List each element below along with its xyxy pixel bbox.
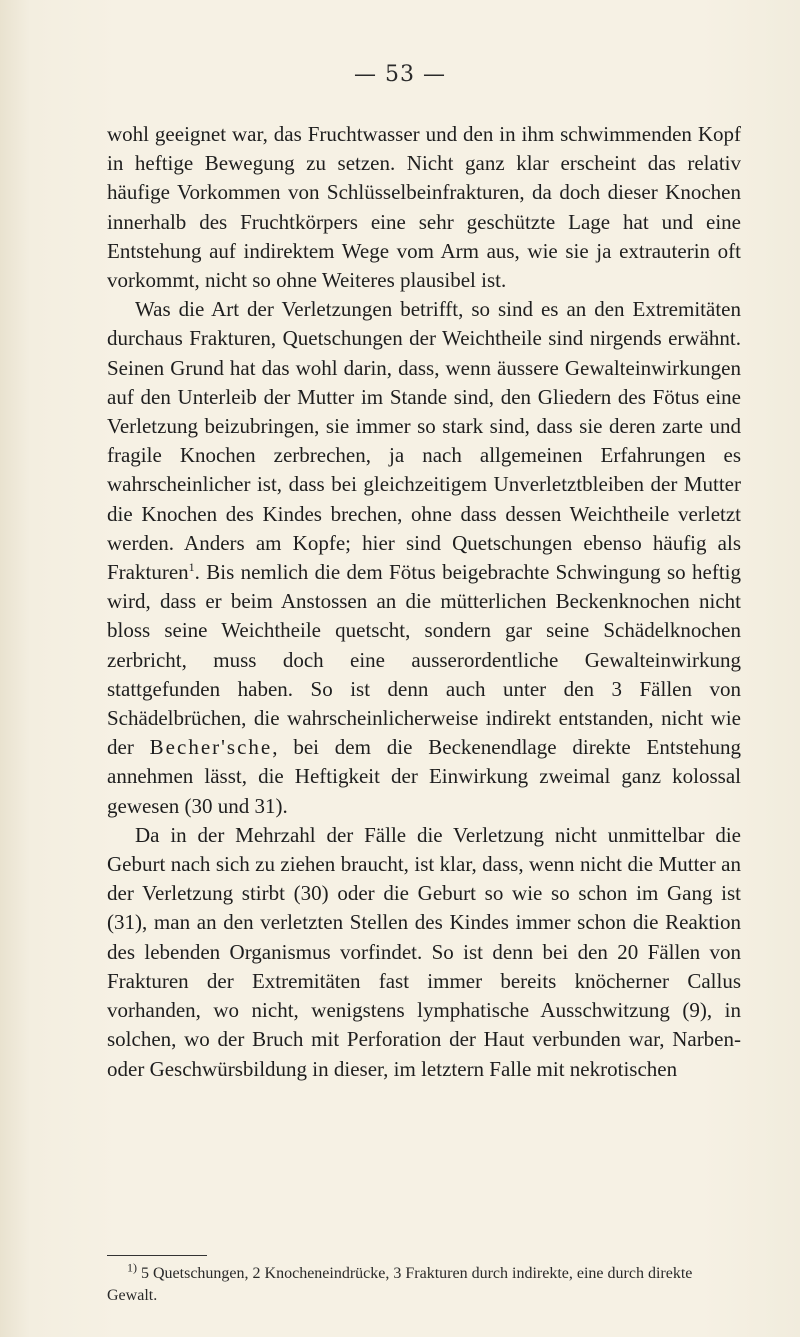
footnote-reference: 1 xyxy=(188,560,195,575)
footnote-text: 5 Quetschungen, 2 Knocheneindrücke, 3 Frakturen durch indirekte, eine durch direkte Gewalt. xyxy=(107,1265,693,1304)
footnote xyxy=(107,1260,741,1307)
paragraph-2 xyxy=(107,295,741,821)
paragraph-2-part-3: , bei dem die Beckenendlage direkte Entstehung annehmen lässt, die Heftigkeit der Einwirkung zweimal ganz kolossal gewesen (30 und 31). xyxy=(107,735,742,818)
footnote-marker: 1) xyxy=(127,1260,137,1275)
page-number: — 53 — xyxy=(354,62,446,87)
paragraph-1: wohl geeignet war, das Fruchtwasser und den in ihm schwimmenden Kopf in heftige Bewegung zu setzen. Nicht ganz klar erscheint das relativ häufige Vorkommen von Schlüsselbeinfrakturen, da doch dieser Knochen innerhalb des Fruchtkörpers eine sehr geschützte Lage hat und eine Entstehung auf indirektem Wege vom Arm aus, wie sie ja extrauterin oft vorkommt, nicht so ohne Weiteres plausibel ist. xyxy=(107,122,741,293)
paragraph-2-part-1: Was die Art der Verletzungen betrifft, so sind es an den Extremitäten durchaus Frakturen, Quetschungen der Weichtheile sind nirgends erwähnt. Seinen Grund hat das wohl darin, dass, wenn äussere Gewalteinwirkungen auf den Unterleib der Mutter im Stande sind, den Gliedern des Fötus eine Verletzung beizubringen, sie immer so stark sind, dass sie deren zarte und fragile Knochen zerbrechen, ja nach allgemeinen Erfahrungen es wahrscheinlicher ist, dass bei gleichzeitigem Unverletztbleiben der Mutter die Knochen des Kindes brechen, ohne dass dessen Weichtheile verletzt werden. Anders am Kopfe; hier sind Quetschungen ebenso häufig als Frakturen xyxy=(107,297,741,585)
body-text xyxy=(107,120,741,1084)
footnote-divider xyxy=(107,1255,207,1256)
paragraph-2-part-2: . Bis nemlich die dem Fötus beigebrachte Schwingung so heftig wird, dass er beim Anstossen an die mütterlichen Beckenknochen nicht bloss seine Weichtheile quetscht, sondern gar seine Schädelknochen zerbricht, muss doch eine ausserordentliche Gewalteinwirkung stattgefunden haben. So ist denn auch unter den 3 Fällen von Schädelbrüchen, die wahrscheinlicherweise indirekt entstanden, nicht wie der xyxy=(107,560,741,760)
author-name: Becher'sche xyxy=(149,735,273,760)
paragraph-3: Da in der Mehrzahl der Fälle die Verletzung nicht unmittelbar die Geburt nach sich zu ziehen braucht, ist klar, dass, wenn nicht die Mutter an der Verletzung stirbt (30) oder die Geburt so wie so schon im Gang ist (31), man an den verletzten Stellen des Kindes immer schon die Reaktion des lebenden Organismus vorfindet. So ist denn bei den 20 Fällen von Frakturen der Extremitäten fast immer bereits knöcherner Callus vorhanden, wo nicht, wenigstens lymphatische Ausschwitzung (9), in solchen, wo der Bruch mit Perforation der Haut verbunden war, Narben- oder Geschwürsbildung in dieser, im letztern Falle mit nekrotischen xyxy=(107,822,741,1081)
